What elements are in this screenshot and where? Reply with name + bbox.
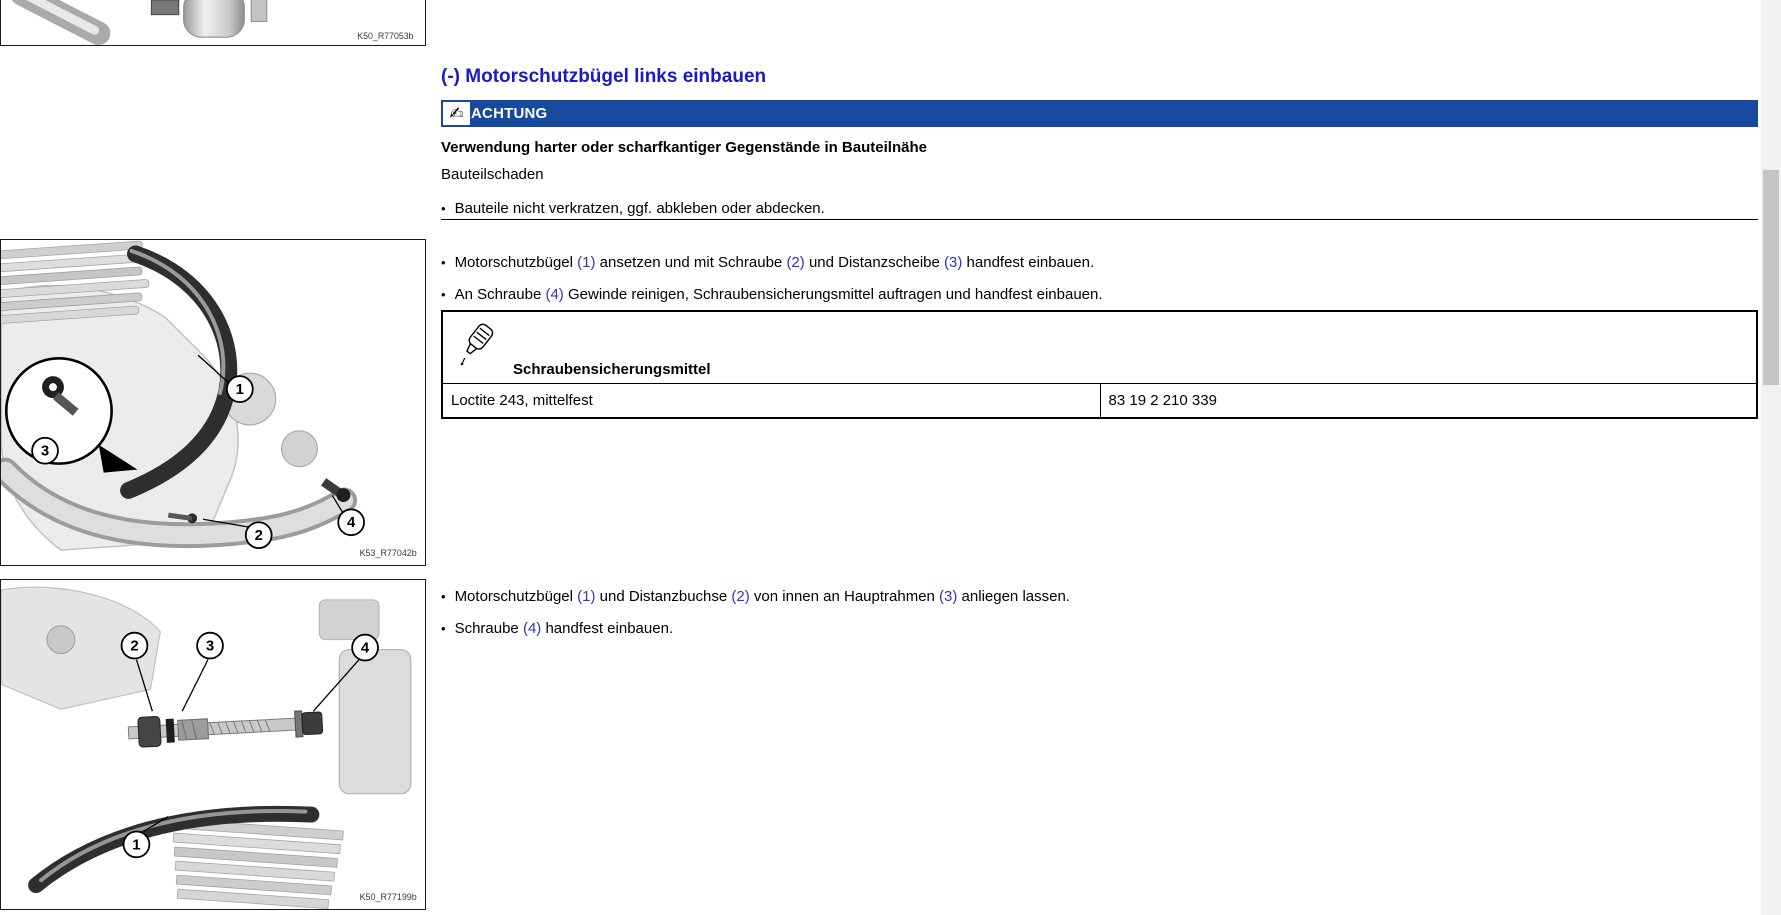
warning-measure-text: Bauteile nicht verkratzen, ggf. abkleben oder abdecken. bbox=[454, 200, 825, 217]
warning-effect: Bauteilschaden bbox=[441, 166, 544, 183]
callout-1 bbox=[227, 376, 253, 402]
threadlocker-partnumber-cell: 83 19 2 210 339 bbox=[1100, 384, 1757, 417]
instruction-content bbox=[441, 0, 1758, 915]
step-text: Schraube (4) handfest einbauen. bbox=[454, 620, 674, 637]
scrollbar-track[interactable] bbox=[1761, 0, 1781, 915]
warning-cause: Verwendung harter oder scharfkantiger Gegenstände in Bauteilnähe bbox=[441, 139, 927, 156]
svg-text:3: 3 bbox=[205, 638, 215, 655]
warning-banner-label: ACHTUNG bbox=[471, 105, 548, 122]
svg-text:3: 3 bbox=[40, 443, 50, 460]
threadlocker-bottle-icon bbox=[455, 318, 501, 366]
figure-crashbar-top bbox=[0, 0, 426, 46]
table-row bbox=[443, 383, 1756, 417]
scrollbar-thumb[interactable] bbox=[1763, 170, 1779, 385]
callout-2 bbox=[246, 522, 272, 548]
threadlocker-table-title: Schraubensicherungsmittel bbox=[513, 361, 711, 378]
threadlocker-table-header bbox=[443, 312, 1756, 383]
figure-caption: K53_R77042b bbox=[359, 548, 417, 559]
threadlocker-name-cell: Loctite 243, mittelfest bbox=[451, 392, 593, 409]
step-item bbox=[441, 253, 1094, 272]
svg-text:2: 2 bbox=[254, 528, 263, 545]
callout-1 bbox=[124, 831, 150, 857]
crashbar-illustration bbox=[1, 0, 425, 45]
warning-divider bbox=[441, 219, 1758, 220]
figure-caption: K50_R77053b bbox=[357, 31, 414, 42]
warning-measure bbox=[441, 199, 825, 218]
callout-2 bbox=[122, 633, 148, 659]
step-text: Motorschutzbügel (1) ansetzen und mit Schraube (2) und Distanzscheibe (3) handfest einbauen. bbox=[454, 254, 1095, 271]
frame-illustration bbox=[1, 580, 425, 909]
section-heading: (-) Motorschutzbügel links einbauen bbox=[441, 66, 767, 87]
svg-text:2: 2 bbox=[130, 638, 139, 655]
bullet-marker: • bbox=[441, 201, 446, 216]
svg-text:4: 4 bbox=[347, 515, 356, 532]
figure-crashbar-mounting bbox=[0, 239, 426, 566]
hand-attention-icon: ✍ bbox=[443, 102, 470, 125]
step-item bbox=[441, 619, 673, 638]
svg-text:4: 4 bbox=[360, 640, 370, 657]
bullet-marker: • bbox=[441, 589, 446, 604]
svg-text:1: 1 bbox=[235, 382, 244, 399]
bullet-marker: • bbox=[441, 255, 446, 270]
step-text: An Schraube (4) Gewinde reinigen, Schraubensicherungsmittel auftragen und handfest einbauen. bbox=[454, 286, 1103, 303]
figure-caption: K50_R77199b bbox=[359, 892, 417, 903]
figure-frame-mounting bbox=[0, 579, 426, 910]
callout-3 bbox=[32, 438, 58, 464]
threadlocker-table bbox=[441, 310, 1758, 419]
step-item bbox=[441, 587, 1070, 606]
bullet-marker: • bbox=[441, 621, 446, 636]
warning-banner bbox=[441, 100, 1758, 127]
step-item bbox=[441, 285, 1103, 304]
step-text: Motorschutzbügel (1) und Distanzbuchse (2) von innen an Hauptrahmen (3) anliegen lassen. bbox=[454, 588, 1070, 605]
callout-3 bbox=[197, 633, 223, 659]
svg-text:1: 1 bbox=[132, 837, 141, 854]
bullet-marker: • bbox=[441, 287, 446, 302]
callout-4 bbox=[352, 635, 378, 661]
engine-illustration bbox=[1, 240, 425, 565]
callout-4 bbox=[338, 509, 364, 535]
